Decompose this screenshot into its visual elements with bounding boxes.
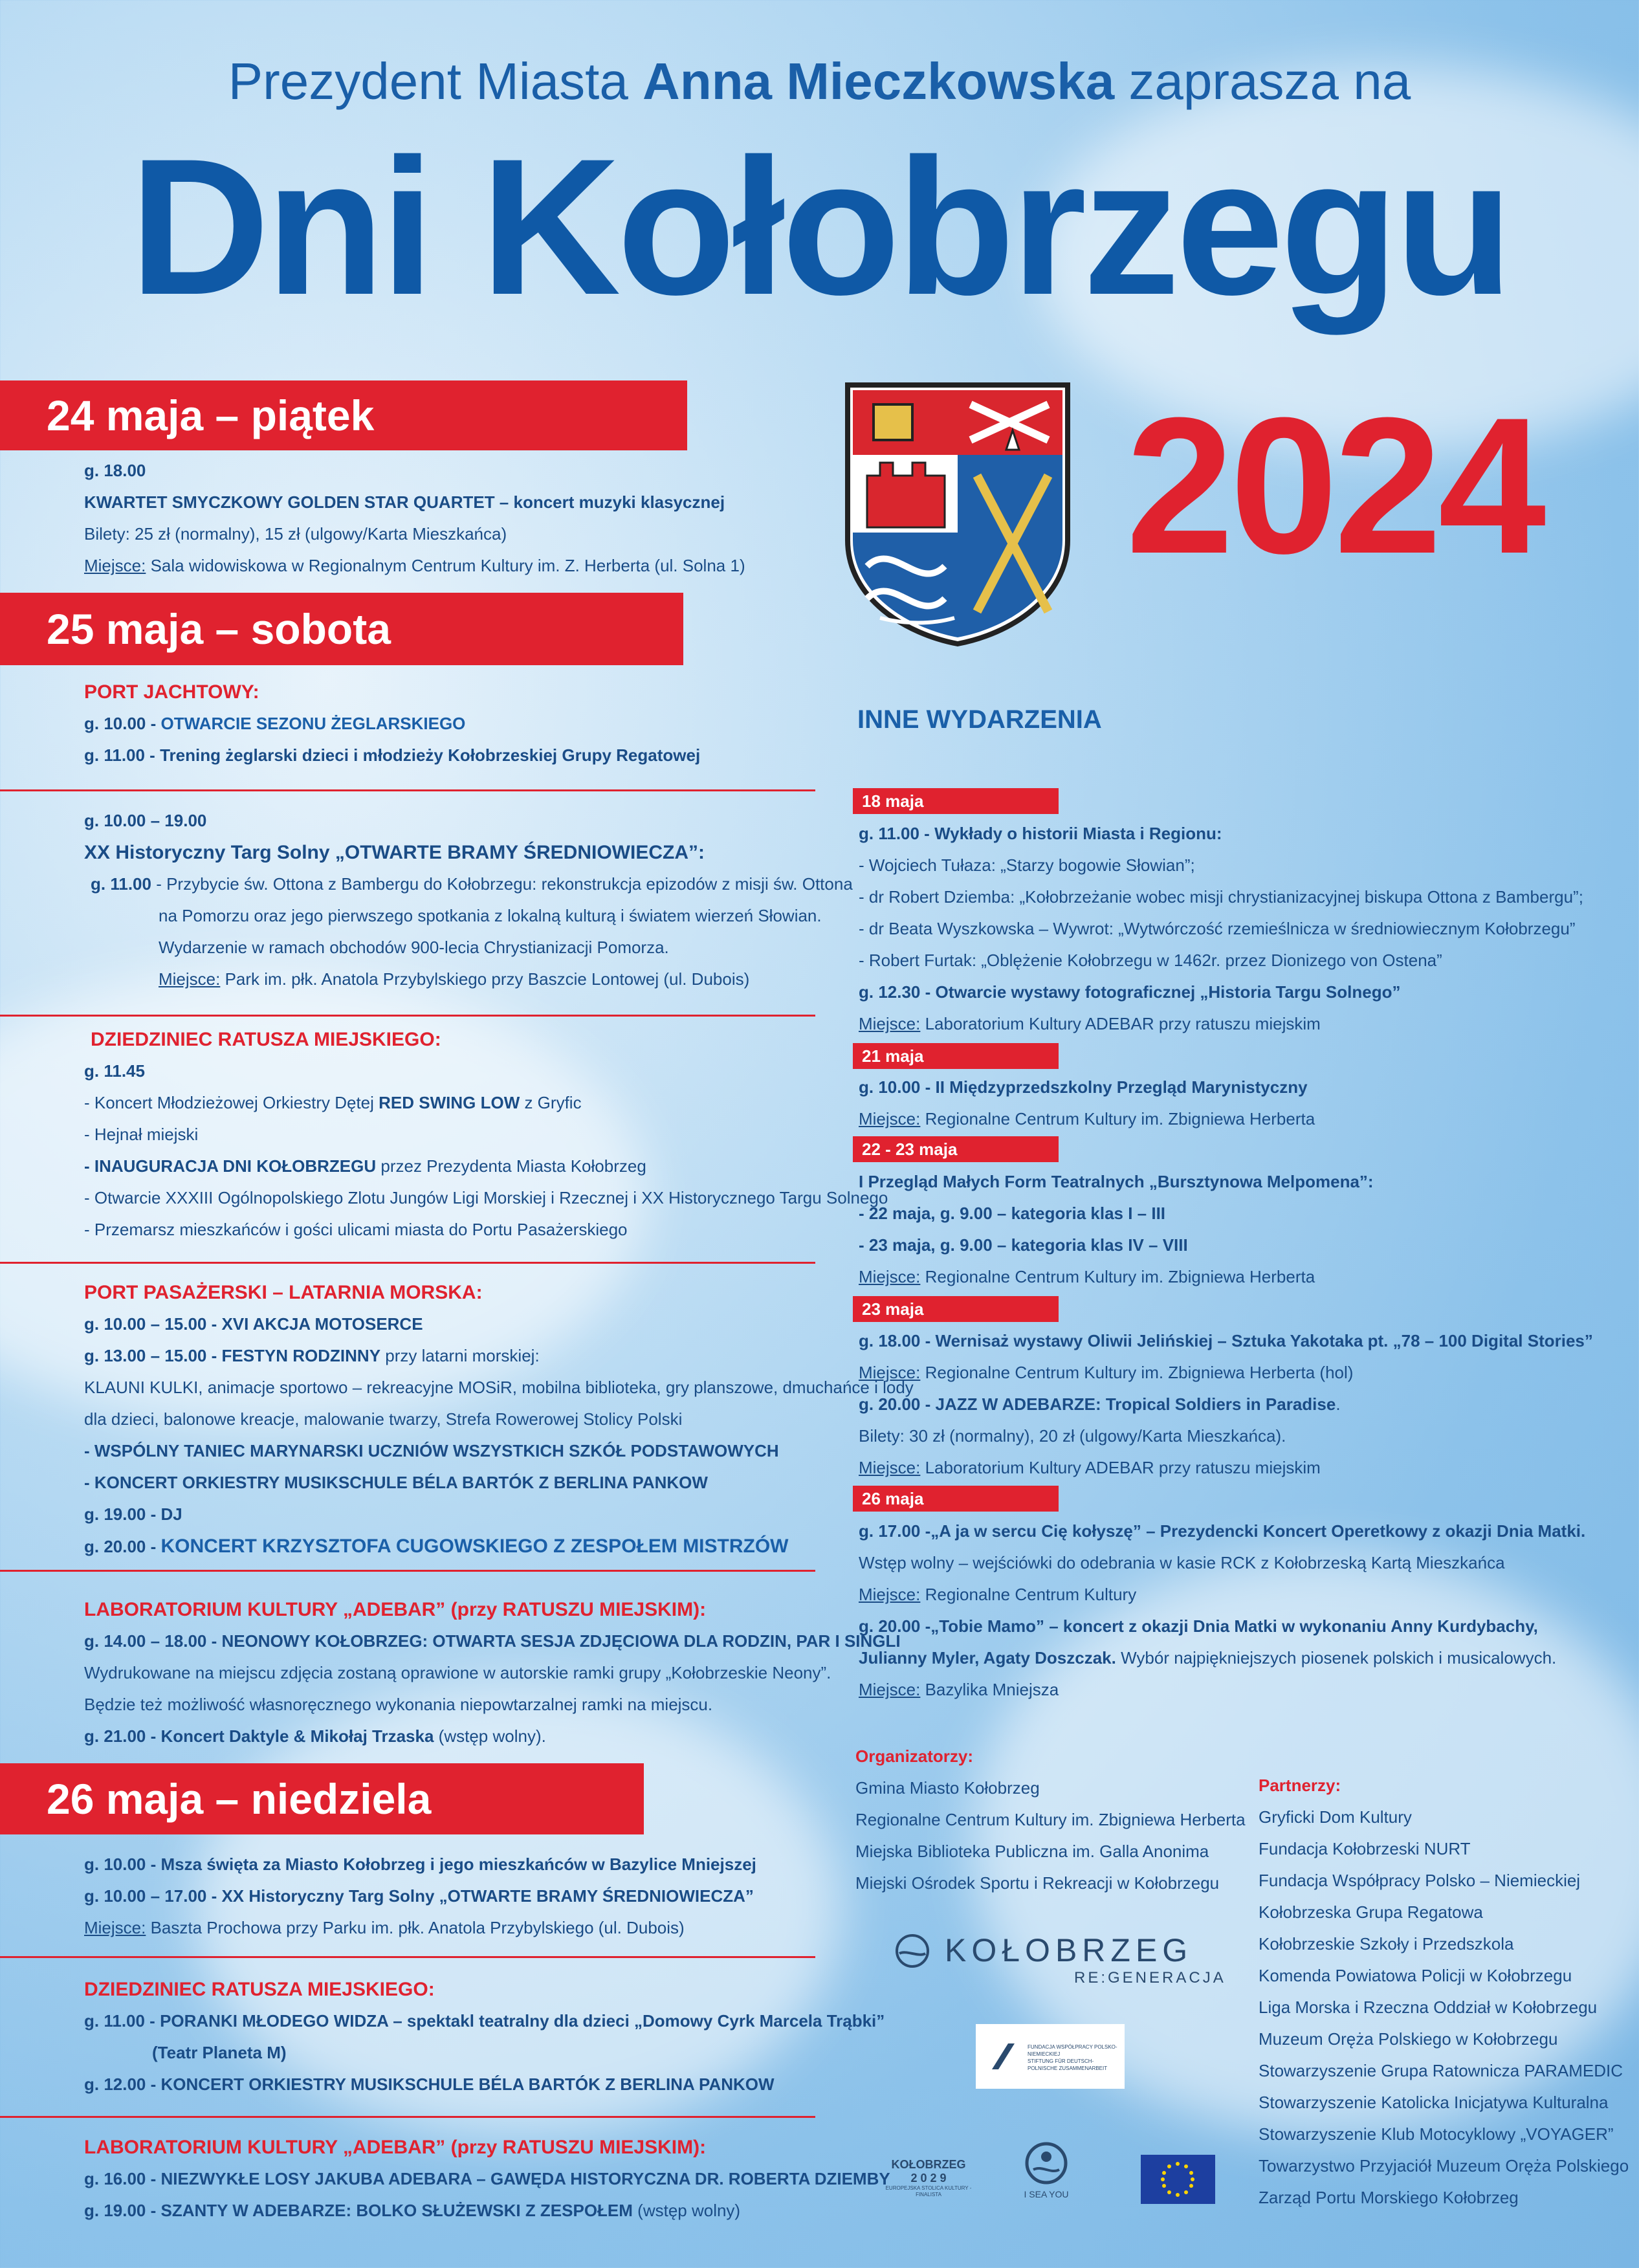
event-bold: RED SWING LOW (379, 1093, 520, 1112)
place-label: Miejsce: (859, 1680, 921, 1699)
place-label: Miejsce: (159, 969, 221, 989)
partner-item: Gryficki Dom Kultury (1259, 1807, 1412, 1827)
date-badge-23: 23 maja (853, 1296, 1059, 1322)
day3-section (84, 1849, 756, 1944)
event-line: g. 10.00 - Msza święta za Miasto Kołobrzeg i jego mieszkańców w Bazylice Mniejszej (84, 1855, 756, 1874)
day-banner-label: 25 maja – sobota (47, 605, 391, 653)
intro-prefix: Prezydent Miasta (228, 52, 643, 110)
event-line: - dr Robert Dziemba: „Kołobrzeżanie wobec misji chrystianizacyjnej biskupa Ottona z Bambergu”; (859, 887, 1583, 907)
k2029-text: KOŁOBRZEG (891, 2158, 966, 2171)
events-23-list (859, 1325, 1593, 1484)
event-line: - WSPÓLNY TANIEC MARYNARSKI UCZNIÓW WSZYSTKICH SZKÓŁ PODSTAWOWYCH (84, 1441, 779, 1460)
partner-item: Fundacja Kołobrzeski NURT (1259, 1839, 1471, 1858)
events-22-list (859, 1166, 1374, 1293)
event-place: Regionalne Centrum Kultury (920, 1585, 1137, 1604)
partner-item: Stowarzyszenie Klub Motocyklowy „VOYAGER” (1259, 2124, 1614, 2144)
event-line: g. 17.00 -„A ja w sercu Cię kołyszę” – Prezydencki Koncert Operetkowy z okazji Dnia Matki. (859, 1521, 1586, 1541)
intro-line (0, 52, 1639, 111)
partner-item: Kołobrzeskie Szkoły i Przedszkola (1259, 1934, 1514, 1954)
event-line: (wstęp wolny) (632, 2201, 741, 2220)
event-place: Sala widowiskowa w Regionalnym Centrum Kultury im. Z. Herberta (ul. Solna 1) (146, 556, 745, 575)
event-line: przez Prezydenta Miasta Kołobrzeg (376, 1156, 646, 1176)
k2029-text: EUROPEJSKA STOLICA KULTURY - FINALISTA (885, 2185, 972, 2197)
partner-item: Komenda Powiatowa Policji w Kołobrzegu (1259, 1966, 1572, 1985)
organizer-item: Regionalne Centrum Kultury im. Zbigniewa Herberta (855, 1810, 1246, 1829)
event-line: - dr Beata Wyszkowska – Wywrot: „Wytwórczość rzemieślnicza w średniowiecznym Kołobrzegu” (859, 919, 1576, 938)
fundacja-logo-icon (989, 2040, 1021, 2073)
day-banner-25 (0, 593, 683, 665)
event-line: z Gryfic (520, 1093, 582, 1112)
partner-item: Liga Morska i Rzeczna Oddział w Kołobrzegu (1259, 1998, 1598, 2017)
place-label: Miejsce: (859, 1267, 921, 1286)
section-heading: PORT JACHTOWY: (84, 681, 259, 703)
event-time: g. 20.00 - (84, 1537, 161, 1556)
divider (0, 1570, 815, 1572)
event-bold: - INAUGURACJA DNI KOŁOBRZEGU (84, 1156, 377, 1176)
event-line: - Przemarsz mieszkańców i gości ulicami miasta do Portu Pasażerskiego (84, 1220, 628, 1239)
k2029-text: 2 0 2 9 (910, 2172, 947, 2185)
event-bold: Julianny Myler, Agaty Doszczak. (859, 1648, 1116, 1668)
event-line: - Przybycie św. Ottona z Bambergu do Kołobrzegu: rekonstrukcja epizodów z misji św. Ottona (151, 874, 853, 894)
day-banner-24 (0, 380, 687, 450)
event-line: - KONCERT ORKIESTRY MUSIKSCHULE BÉLA BARTÓK Z BERLINA PANKOW (84, 1473, 708, 1492)
fundacja-logo (976, 2024, 1125, 2089)
day-banner-26 (0, 1763, 644, 1834)
event-line: g. 20.00 -„Tobie Mamo” – koncert z okazji Dnia Matki w wykonaniu Anny Kurdybachy, (859, 1616, 1538, 1636)
intro-suffix: zaprasza na (1114, 52, 1411, 110)
kolobrzeg-logo-text: KOŁOBRZEG (945, 1932, 1193, 1968)
event-tickets: Bilety: 25 zł (normalny), 15 zł (ulgowy/Karta Mieszkańca) (84, 524, 507, 544)
event-line: g. 10.00 - II Międzyprzedszkolny Przegląd Marynistyczny (859, 1077, 1308, 1097)
event-line: g. 11.00 - Trening żeglarski dzieci i młodzieży Kołobrzeskiej Grupy Regatowej (84, 745, 701, 765)
divider (0, 1015, 815, 1017)
other-events-heading: INNE WYDARZENIA (857, 705, 1102, 734)
place-label: Miejsce: (859, 1014, 921, 1033)
kolobrzeg-logo (893, 1932, 1229, 1990)
regeneracja-text: RE:GENERACJA (1074, 1969, 1226, 1987)
event-line: Wybór najpiękniejszych piosenek polskich i musicalowych. (1116, 1648, 1557, 1668)
event-bold: g. 13.00 – 15.00 - FESTYN RODZINNY (84, 1346, 381, 1365)
event-line: - 23 maja, g. 9.00 – kategoria klas IV – VIII (859, 1235, 1188, 1255)
event-line: g. 12.30 - Otwarcie wystawy fotograficznej „Historia Targu Solnego” (859, 982, 1401, 1002)
organizers-list (855, 1741, 1246, 1899)
partner-item: Towarzystwo Przyjaciół Muzeum Oręża Polskiego (1259, 2156, 1629, 2175)
event-place: Regionalne Centrum Kultury im. Zbigniewa Herberta (hol) (920, 1363, 1354, 1382)
year-title: 2024 (1126, 377, 1543, 594)
event-line: g. 10.00 – 17.00 - XX Historyczny Targ Solny „OTWARTE BRAMY ŚREDNIOWIECZA” (84, 1886, 754, 1906)
iseayou-icon (1024, 2141, 1069, 2186)
divider (0, 2116, 815, 2118)
event-line: - Wojciech Tułaza: „Starzy bogowie Słowian”; (859, 855, 1195, 875)
event-line: (Teatr Planeta M) (152, 2043, 287, 2062)
event-time: g. 18.00 (84, 461, 146, 480)
partner-item: Fundacja Współpracy Polsko – Niemieckiej (1259, 1871, 1581, 1890)
events-21-list (859, 1072, 1315, 1135)
divider (0, 789, 815, 791)
event-line: na Pomorzu oraz jego pierwszego spotkania z lokalną kulturą i światem wierzeń Słowian. (159, 906, 822, 925)
event-line: - Otwarcie XXXIII Ogólnopolskiego Zlotu Jungów Ligi Morskiej i Rzecznej i XX Historycznego Targu Solnego (84, 1188, 888, 1207)
partner-item: Stowarzyszenie Grupa Ratownicza PARAMEDIC (1259, 2061, 1623, 2080)
divider (0, 1262, 815, 1264)
partners-list (1259, 1770, 1629, 2214)
event-line: g. 12.00 - KONCERT ORKIESTRY MUSIKSCHULE BÉLA BARTÓK Z BERLINA PANKOW (84, 2075, 775, 2094)
event-place: Regionalne Centrum Kultury im. Zbigniewa Herberta (920, 1109, 1315, 1128)
event-line: - Hejnał miejski (84, 1125, 199, 1144)
event-line: Bilety: 30 zł (normalny), 20 zł (ulgowy/Karta Mieszkańca). (859, 1426, 1286, 1446)
event-line: g. 11.00 - PORANKI MŁODEGO WIDZA – spektakl teatralny dla dzieci „Domowy Cyrk Marcela Trąbki” (84, 2011, 885, 2031)
event-line: Wydarzenie w ramach obchodów 900-lecia Chrystianizacji Pomorza. (159, 938, 669, 957)
event-time: g. 10.00 - (84, 714, 161, 733)
iseayou-text: I SEA YOU (1024, 2189, 1069, 2199)
day1-section (84, 455, 745, 582)
event-line: g. 18.00 - Wernisaż wystawy Oliwii Jelińskiej – Sztuka Yakotaka pt. „78 – 100 Digital Stories” (859, 1331, 1593, 1350)
event-line: - 22 maja, g. 9.00 – kategoria klas I – III (859, 1204, 1166, 1223)
place-label: Miejsce: (84, 1918, 146, 1937)
section-heading: PORT PASAŻERSKI – LATARNIA MORSKA: (84, 1282, 483, 1303)
date-badge-22-23: 22 - 23 maja (853, 1136, 1059, 1162)
organizers-heading: Organizatorzy: (855, 1746, 974, 1766)
event-line: - Koncert Młodzieżowej Orkiestry Dętej (84, 1093, 379, 1112)
partners-heading: Partnerzy: (1259, 1776, 1341, 1795)
day3-ratusz-section (84, 1974, 885, 2100)
date-badge-26: 26 maja (853, 1486, 1059, 1512)
event-place: Regionalne Centrum Kultury im. Zbigniewa Herberta (920, 1267, 1315, 1286)
event-place: Laboratorium Kultury ADEBAR przy ratuszu miejskim (920, 1014, 1321, 1033)
organizer-item: Miejski Ośrodek Sportu i Rekreacji w Kołobrzegu (855, 1873, 1220, 1893)
partner-item: Muzeum Oręża Polskiego w Kołobrzegu (1259, 2029, 1558, 2049)
event-place: Bazylika Mniejsza (920, 1680, 1059, 1699)
organizer-item: Miejska Biblioteka Publiczna im. Galla Anonima (855, 1842, 1209, 1861)
day-banner-label: 24 maja – piątek (47, 391, 375, 439)
event-line: g. 10.00 – 15.00 - XVI AKCJA MOTOSERCE (84, 1314, 423, 1334)
partner-item: Kołobrzeska Grupa Regatowa (1259, 1902, 1483, 1922)
page-title: Dni Kołobrzegu (129, 118, 1510, 335)
targ-solny-section (84, 805, 853, 995)
partner-item: Stowarzyszenie Katolicka Inicjatywa Kulturalna (1259, 2093, 1609, 2112)
event-bold: g. 21.00 - Koncert Daktyle & Mikołaj Trzaska (84, 1726, 434, 1746)
eu-flag-icon (1141, 2155, 1215, 2204)
kolobrzeg-2029-logo (877, 2158, 980, 2198)
event-title: XX Historyczny Targ Solny „OTWARTE BRAMY ŚREDNIOWIECZA”: (84, 842, 705, 863)
mayor-name: Anna Mieczkowska (643, 52, 1115, 110)
section-heading: DZIEDZINIEC RATUSZA MIEJSKIEGO: (91, 1029, 441, 1050)
coat-of-arms-icon (841, 379, 1074, 650)
event-line: KLAUNI KULKI, animacje sportowo – rekreacyjne MOSiR, mobilna biblioteka, gry planszowe, dmuchańce i lody (84, 1378, 914, 1397)
event-line: dla dzieci, balonowe kreacje, malowanie twarzy, Strefa Rowerowej Stolicy Polski (84, 1409, 683, 1429)
event-line: g. 11.00 - Wykłady o historii Miasta i Regionu: (859, 824, 1222, 843)
port-pasazerski-section (84, 1277, 914, 1563)
event-place: Park im. płk. Anatola Przybylskiego przy Baszcie Lontowej (ul. Dubois) (220, 969, 750, 989)
event-line: g. 14.00 – 18.00 - NEONOWY KOŁOBRZEG: OTWARTA SESJA ZDJĘCIOWA DLA RODZIN, PAR I SINGLI (84, 1631, 901, 1651)
date-badge-18: 18 maja (853, 788, 1059, 814)
ratusz-section (84, 1024, 888, 1246)
event-line: (wstęp wolny). (434, 1726, 546, 1746)
day3-adebar-section (84, 2131, 890, 2227)
section-heading: DZIEDZINIEC RATUSZA MIEJSKIEGO: (84, 1979, 435, 2000)
kolobrzeg-logo-icon (893, 1932, 932, 1970)
event-time: g. 11.00 (91, 874, 151, 894)
event-line: g. 19.00 - DJ (84, 1504, 182, 1524)
place-label: Miejsce: (859, 1363, 921, 1382)
iseayou-logo (1017, 2141, 1075, 2199)
event-line: g. 16.00 - NIEZWYKŁE LOSY JAKUBA ADEBARA – GAWĘDA HISTORYCZNA DR. ROBERTA DZIEMBY (84, 2169, 890, 2188)
date-badge-21: 21 maja (853, 1043, 1059, 1069)
fundacja-text: FUNDACJA WSPÓŁPRACY POLSKO-NIEMIECKIEJ (1028, 2044, 1117, 2057)
event-line: przy latarni morskiej: (380, 1346, 540, 1365)
events-18-list (859, 818, 1583, 1040)
place-label: Miejsce: (859, 1109, 921, 1128)
partner-item: Zarząd Portu Morskiego Kołobrzeg (1259, 2188, 1519, 2207)
event-time: g. 11.45 (84, 1061, 145, 1081)
event-line: I Przegląd Małych Form Teatralnych „Bursztynowa Melpomena”: (859, 1172, 1374, 1191)
day-banner-label: 26 maja – niedziela (47, 1775, 432, 1823)
event-title: OTWARCIE SEZONU ŻEGLARSKIEGO (160, 714, 466, 733)
event-place: Baszta Prochowa przy Parku im. płk. Anatola Przybylskiego (ul. Dubois) (146, 1918, 685, 1937)
events-26-list (859, 1515, 1585, 1706)
divider (0, 1956, 815, 1958)
section-heading: LABORATORIUM KULTURY „ADEBAR” (przy RATUSZU MIEJSKIM): (84, 2137, 707, 2158)
place-label: Miejsce: (859, 1585, 921, 1604)
event-title: KONCERT KRZYSZTOFA CUGOWSKIEGO Z ZESPOŁEM MISTRZÓW (160, 1536, 789, 1557)
event-bold: g. 20.00 - JAZZ W ADEBARZE: Tropical Soldiers in Paradise (859, 1394, 1336, 1414)
event-line: Wydrukowane na miejscu zdjęcia zostaną oprawione w autorskie ramki grupy „Kołobrzeskie Neony”. (84, 1663, 831, 1682)
section-heading: LABORATORIUM KULTURY „ADEBAR” (przy RATUSZU MIEJSKIM): (84, 1599, 707, 1620)
fundacja-text: STIFTUNG FÜR DEUTSCH-POLNISCHE ZUSAMMENARBEIT (1028, 2058, 1108, 2071)
event-time: g. 10.00 – 19.00 (84, 811, 207, 830)
event-bold: g. 19.00 - SZANTY W ADEBARZE: BOLKO SŁUŻEWSKI Z ZESPOŁEM (84, 2201, 633, 2220)
port-jachtowy-section (84, 676, 700, 771)
event-title: KWARTET SMYCZKOWY GOLDEN STAR QUARTET – koncert muzyki klasycznej (84, 492, 725, 512)
event-line: . (1336, 1394, 1341, 1414)
event-line: Wstęp wolny – wejściówki do odebrania w kasie RCK z Kołobrzeską Kartą Mieszkańca (859, 1553, 1505, 1572)
event-place: Laboratorium Kultury ADEBAR przy ratuszu miejskim (920, 1458, 1321, 1477)
event-line: Będzie też możliwość własnoręcznego wykonania niepowtarzalnej ramki na miejscu. (84, 1695, 713, 1714)
event-line: - Robert Furtak: „Oblężenie Kołobrzegu w 1462r. przez Dionizego von Ostena” (859, 951, 1442, 970)
organizer-item: Gmina Miasto Kołobrzeg (855, 1778, 1040, 1798)
adebar-section (84, 1594, 901, 1752)
place-label: Miejsce: (84, 556, 146, 575)
place-label: Miejsce: (859, 1458, 921, 1477)
